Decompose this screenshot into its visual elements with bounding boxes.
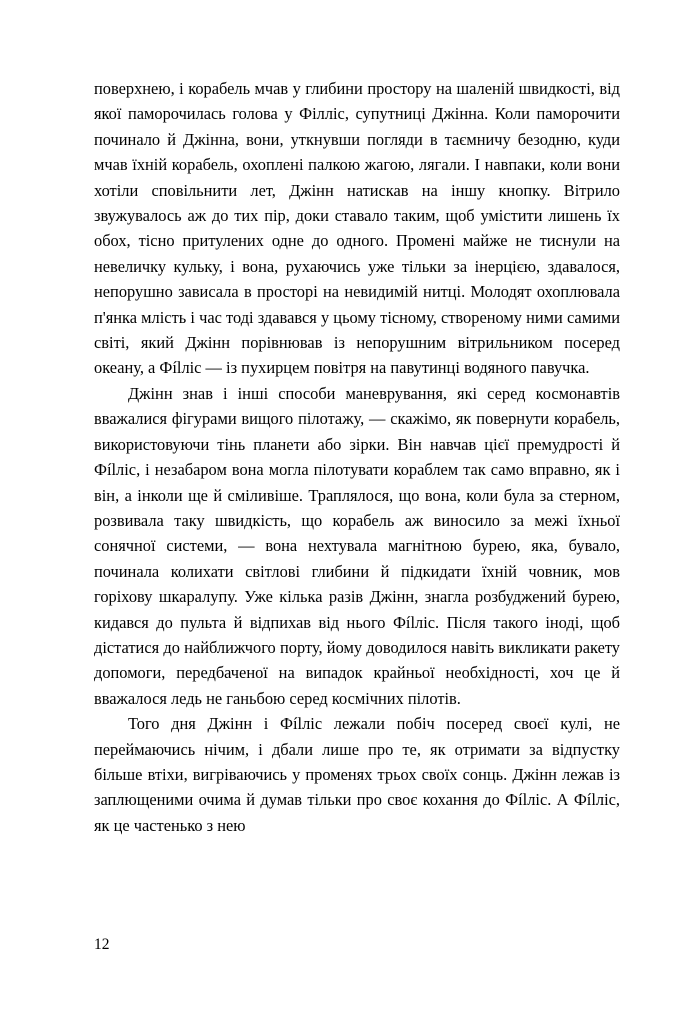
page-body (94, 76, 620, 838)
page-number: 12 (94, 935, 110, 953)
paragraph: Джінн знав і інші способи маневрування, які серед космонавтів вважалися фігурами вищого пілотажу, — скажімо, як повернути корабель, використовуючи тінь планети або зірки. Він навчав цієї премудрості й Фílліс, і незабаром вона могла пілотувати кораблем так само вправно, як і він, а інколи ще й сміливіше. Траплялося, що вона, коли була за стерном, розвивала таку швидкість, що корабель аж виносило за межі їхньої сонячної системи, — вона нехтувала магнітною бурею, яка, бувало, починала колихати світлові глибини й підкидати їхній човник, мов горіхову шкаралупу. Уже кілька разів Джінн, знагла розбуджений бурею, кидався до пульта й відпихав від нього Фílліс. Після такого іноді, щоб дістатися до найближчого порту, йому доводилося навіть викликати ракету допомоги, передбаченої на випадок крайньої необхідності, хоч це й вважалося ледь не ганьбою серед космічних пілотів. (94, 383, 620, 708)
paragraph: поверхнею, і корабель мчав у глибини простору на шаленій швидкості, від якої паморочилась голова у Філліс, супутниці Джінна. Коли паморочити починало й Джінна, вони, уткнувши погляди в таємничу безодню, куди мчав їхній корабель, охоплені палкою жагою, лягали. І навпаки, коли вони хотіли сповільнити лет, Джінн натискав на іншу кнопку. Вітрило звужувалось аж до тих пір, доки ставало таким, щоб умістити лишень їх обох, тісно притулених одне до одного. Промені майже не тиснули на невеличку кульку, і вона, рухаючись уже тільки за інерцією, здавалося, непорушно зависала в просторі на невидимій нитці. Молодят охоплювала п'янка млість і час тоді здавався у цьому тісному, створеному ними самими світі, який Джінн порівнював із непорушним вітрильником посеред океану, а Фílліс — із пухирцем повітря на павутинці водяного павучка. (94, 79, 620, 378)
paragraph: Того дня Джінн і Фílліс лежали побіч посеред своєї кулі, не переймаючись нічим, і дбали лише про те, як отримати за відпустку більше втіхи, вигріваючись у променях трьох своїх сонць. Джінн лежав із заплющеними очима й думав тільки про своє кохання до Фílліс. А Фílліс, як це частенько з нею (94, 714, 620, 835)
